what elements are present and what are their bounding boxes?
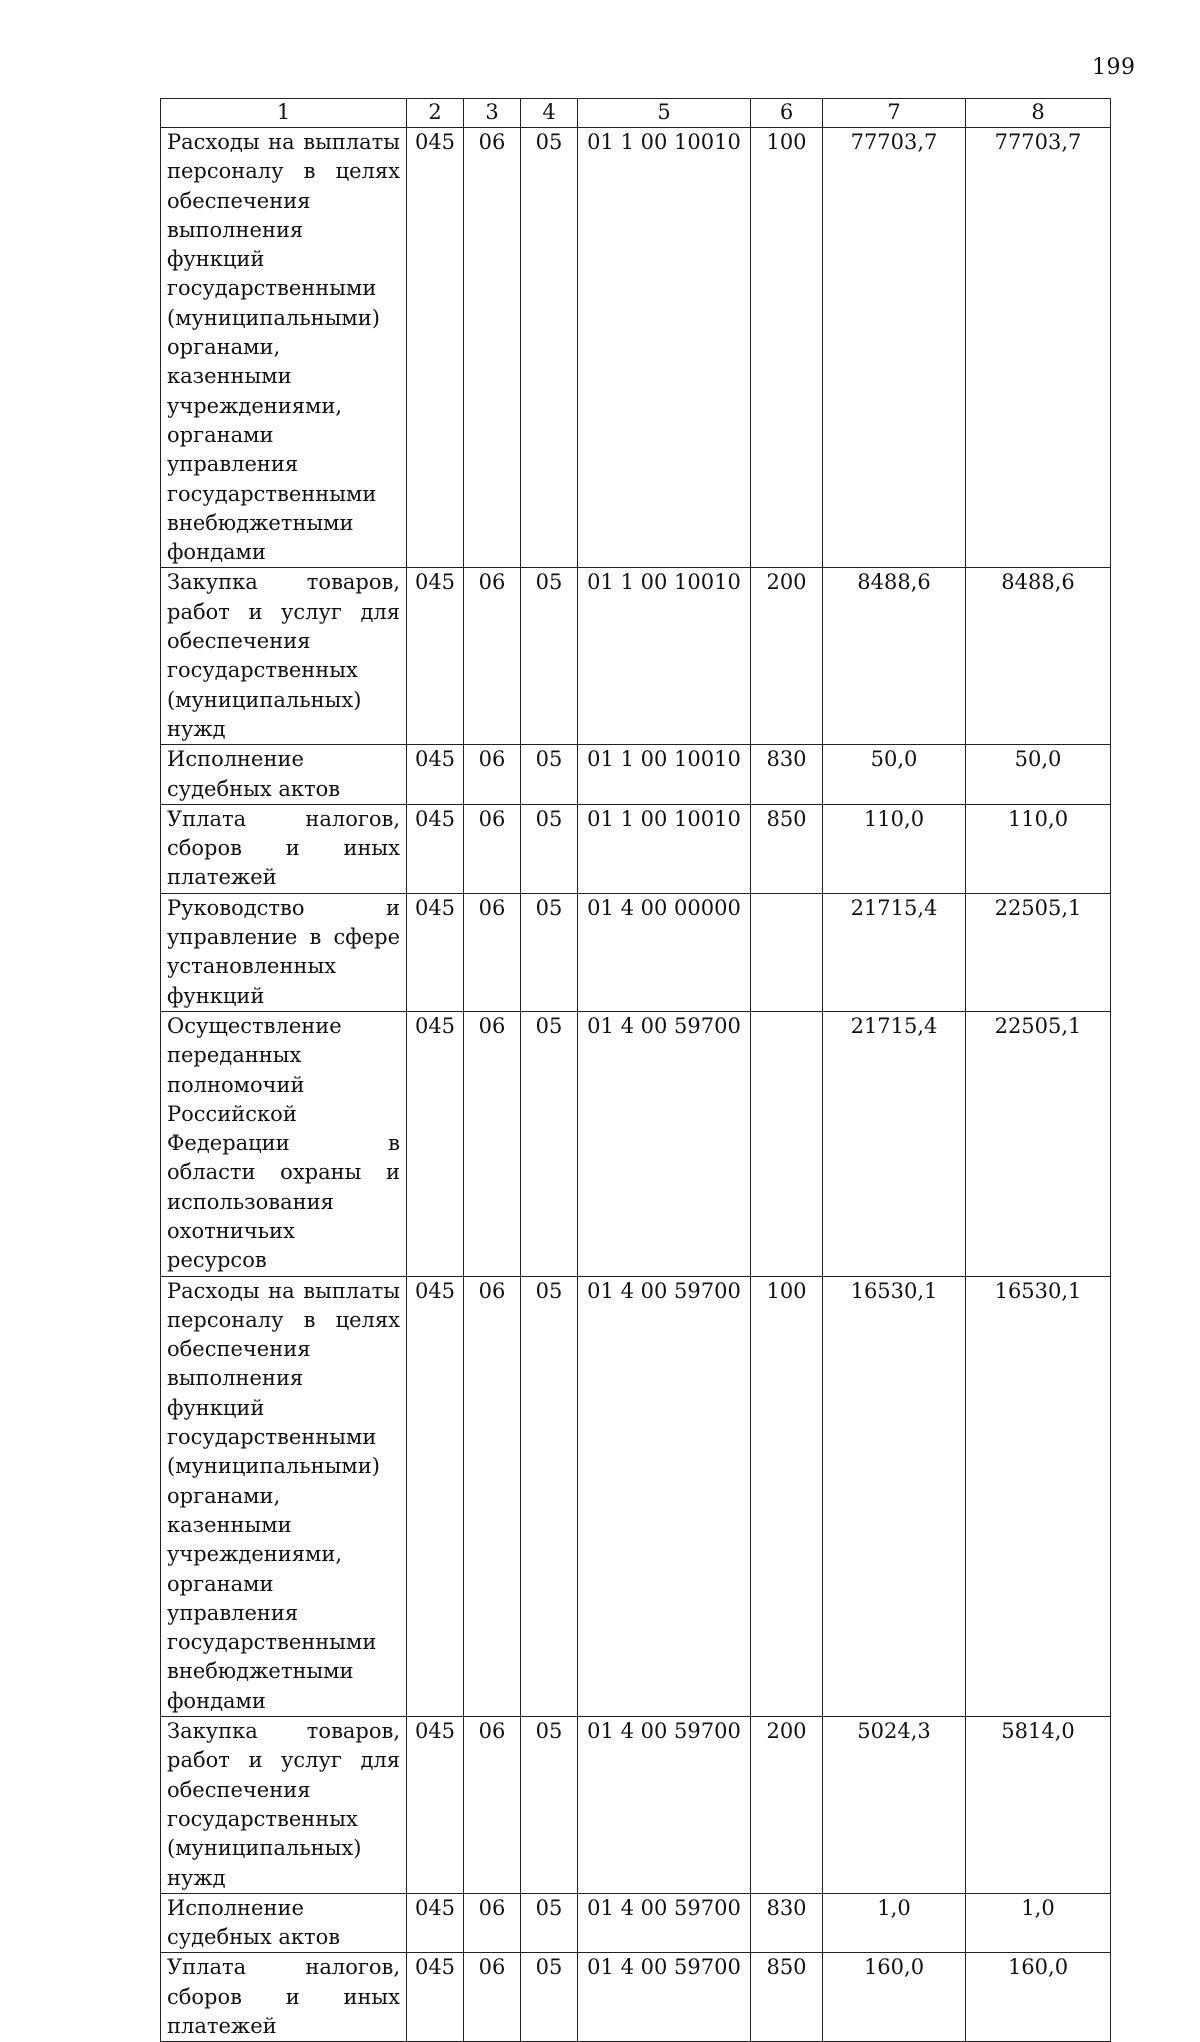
table-row	[161, 1717, 1111, 1894]
ministry-code: 045	[407, 893, 464, 1011]
expense-name: Осуществление переданных полномочий Российской Федерации в области охраны и использования охотничьих ресурсов	[161, 1011, 407, 1276]
section-code: 06	[464, 745, 521, 805]
expense-name: Закупка товаров, работ и услуг для обеспечения государственных (муниципальных) нужд	[161, 1717, 407, 1894]
ministry-code: 045	[407, 804, 464, 893]
subsection-code: 05	[521, 1893, 578, 1953]
expense-type-code: 200	[751, 568, 823, 745]
amount-col8: 5814,0	[966, 1717, 1111, 1894]
amount-col7: 160,0	[823, 1953, 966, 2042]
header-cell: 6	[751, 99, 823, 128]
header-cell: 2	[407, 99, 464, 128]
table-row	[161, 1953, 1111, 2042]
section-code: 06	[464, 128, 521, 568]
amount-col7: 1,0	[823, 1893, 966, 1953]
table-row	[161, 1276, 1111, 1716]
amount-col8: 22505,1	[966, 1011, 1111, 1276]
amount-col7: 50,0	[823, 745, 966, 805]
amount-col7: 5024,3	[823, 1717, 966, 1894]
expense-type-code: 850	[751, 1953, 823, 2042]
ministry-code: 045	[407, 1953, 464, 2042]
ministry-code: 045	[407, 1011, 464, 1276]
header-cell: 5	[578, 99, 751, 128]
expense-type-code: 830	[751, 745, 823, 805]
section-code: 06	[464, 1011, 521, 1276]
header-cell: 8	[966, 99, 1111, 128]
target-item-code: 01 4 00 59700	[578, 1717, 751, 1894]
section-code: 06	[464, 893, 521, 1011]
header-cell: 1	[161, 99, 407, 128]
amount-col8: 16530,1	[966, 1276, 1111, 1716]
subsection-code: 05	[521, 568, 578, 745]
amount-col8: 110,0	[966, 804, 1111, 893]
header-cell: 3	[464, 99, 521, 128]
subsection-code: 05	[521, 1717, 578, 1894]
amount-col7: 8488,6	[823, 568, 966, 745]
expense-type-code: 200	[751, 1717, 823, 1894]
amount-col7: 77703,7	[823, 128, 966, 568]
ministry-code: 045	[407, 745, 464, 805]
table-row	[161, 804, 1111, 893]
table-row	[161, 568, 1111, 745]
page-number: 199	[1092, 55, 1136, 80]
expense-type-code: 100	[751, 128, 823, 568]
subsection-code: 05	[521, 128, 578, 568]
subsection-code: 05	[521, 1953, 578, 2042]
target-item-code: 01 4 00 00000	[578, 893, 751, 1011]
budget-table	[160, 98, 1111, 2042]
table-row	[161, 1011, 1111, 1276]
expense-name: Руководство и управление в сфере установленных функций	[161, 893, 407, 1011]
expense-type-code	[751, 893, 823, 1011]
subsection-code: 05	[521, 745, 578, 805]
table-row	[161, 893, 1111, 1011]
expense-name: Уплата налогов, сборов и иных платежей	[161, 804, 407, 893]
amount-col7: 21715,4	[823, 893, 966, 1011]
ministry-code: 045	[407, 128, 464, 568]
expense-name: Закупка товаров, работ и услуг для обеспечения государственных (муниципальных) нужд	[161, 568, 407, 745]
section-code: 06	[464, 1893, 521, 1953]
header-cell: 7	[823, 99, 966, 128]
target-item-code: 01 1 00 10010	[578, 804, 751, 893]
subsection-code: 05	[521, 1011, 578, 1276]
expense-name: Расходы на выплаты персоналу в целях обеспечения выполнения функций государственными (муниципальными) органами, казенными учреждениями, органами управления государственными внебюджетными фондами	[161, 1276, 407, 1716]
ministry-code: 045	[407, 568, 464, 745]
expense-type-code: 830	[751, 1893, 823, 1953]
subsection-code: 05	[521, 804, 578, 893]
amount-col8: 22505,1	[966, 893, 1111, 1011]
section-code: 06	[464, 1953, 521, 2042]
ministry-code: 045	[407, 1276, 464, 1716]
amount-col7: 16530,1	[823, 1276, 966, 1716]
target-item-code: 01 4 00 59700	[578, 1011, 751, 1276]
section-code: 06	[464, 804, 521, 893]
expense-name: Расходы на выплаты персоналу в целях обеспечения выполнения функций государственными (муниципальными) органами, казенными учреждениями, органами управления государственными внебюджетными фондами	[161, 128, 407, 568]
target-item-code: 01 4 00 59700	[578, 1893, 751, 1953]
section-code: 06	[464, 1276, 521, 1716]
ministry-code: 045	[407, 1717, 464, 1894]
target-item-code: 01 4 00 59700	[578, 1276, 751, 1716]
expense-name: Уплата налогов, сборов и иных платежей	[161, 1953, 407, 2042]
section-code: 06	[464, 1717, 521, 1894]
expense-name: Исполнение судебных актов	[161, 745, 407, 805]
subsection-code: 05	[521, 1276, 578, 1716]
amount-col8: 1,0	[966, 1893, 1111, 1953]
amount-col7: 110,0	[823, 804, 966, 893]
section-code: 06	[464, 568, 521, 745]
header-row	[161, 99, 1111, 128]
expense-name: Исполнение судебных актов	[161, 1893, 407, 1953]
amount-col8: 50,0	[966, 745, 1111, 805]
expense-type-code	[751, 1011, 823, 1276]
amount-col8: 8488,6	[966, 568, 1111, 745]
table-row	[161, 1893, 1111, 1953]
amount-col8: 160,0	[966, 1953, 1111, 2042]
target-item-code: 01 1 00 10010	[578, 128, 751, 568]
subsection-code: 05	[521, 893, 578, 1011]
table-body	[161, 128, 1111, 2042]
ministry-code: 045	[407, 1893, 464, 1953]
expense-type-code: 850	[751, 804, 823, 893]
table-row	[161, 745, 1111, 805]
target-item-code: 01 1 00 10010	[578, 568, 751, 745]
target-item-code: 01 1 00 10010	[578, 745, 751, 805]
target-item-code: 01 4 00 59700	[578, 1953, 751, 2042]
amount-col8: 77703,7	[966, 128, 1111, 568]
table-row	[161, 128, 1111, 568]
expense-type-code: 100	[751, 1276, 823, 1716]
header-cell: 4	[521, 99, 578, 128]
amount-col7: 21715,4	[823, 1011, 966, 1276]
